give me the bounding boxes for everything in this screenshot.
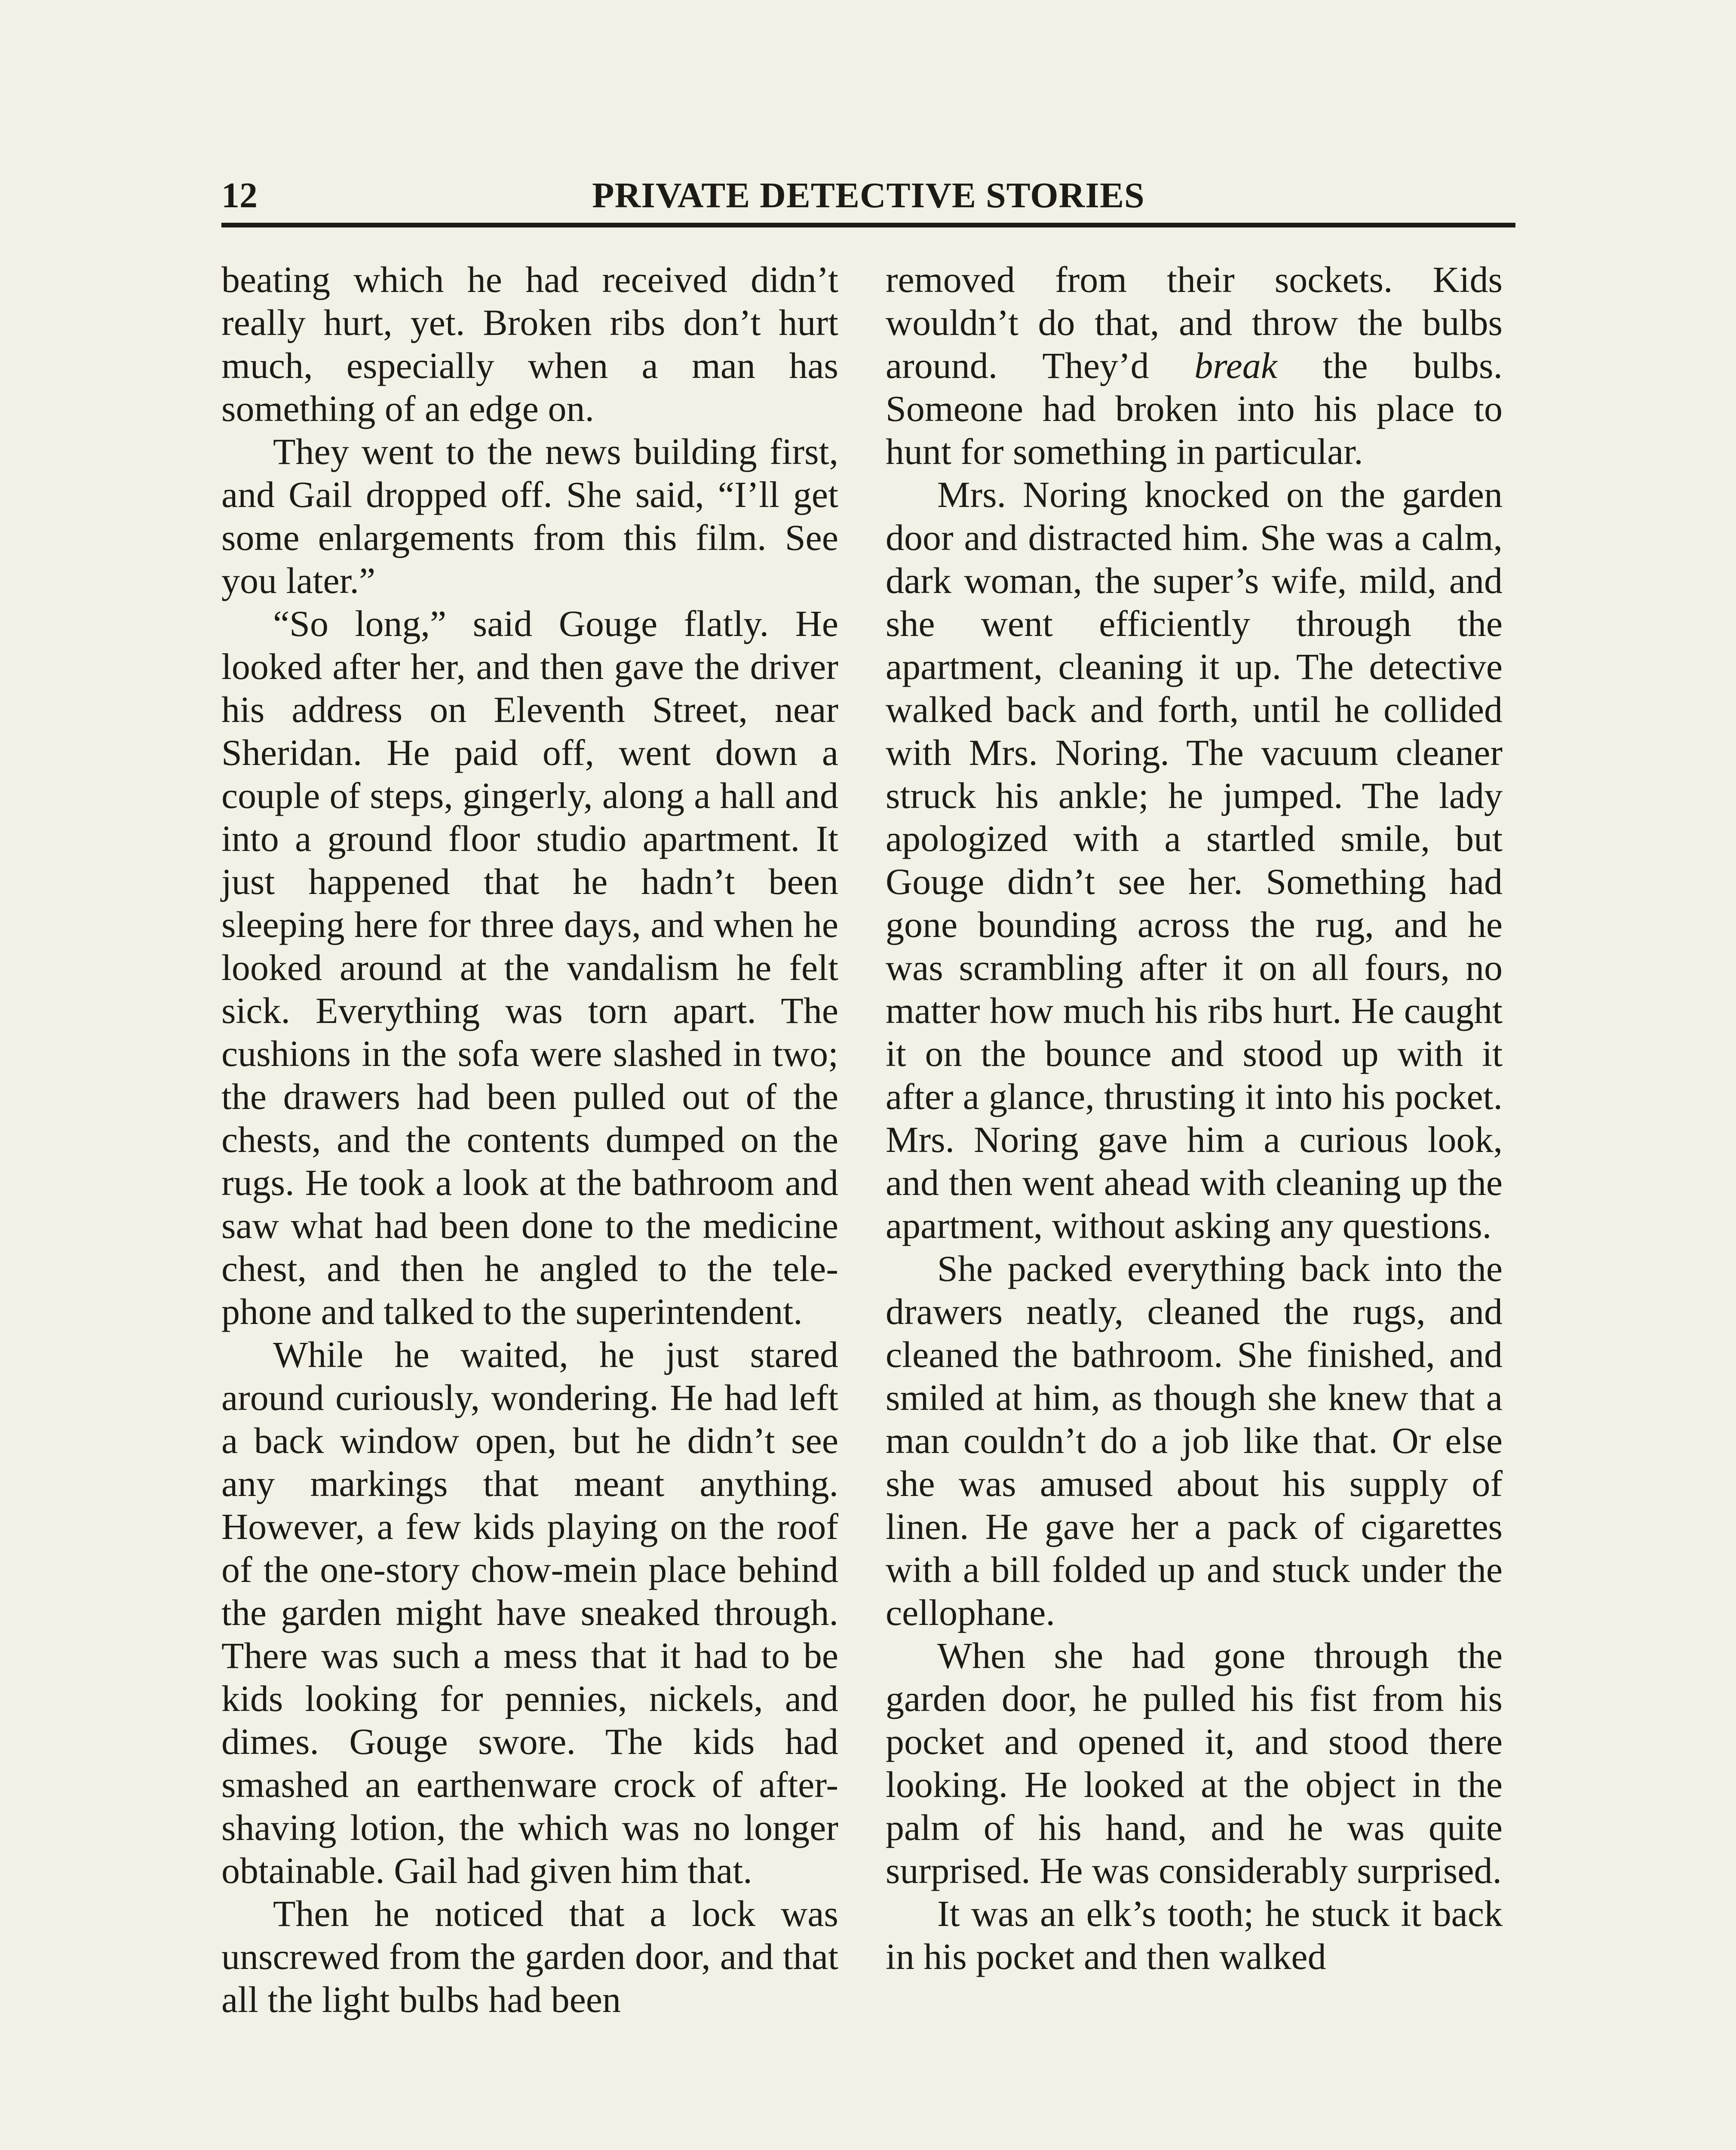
header-rule [221, 223, 1515, 227]
running-title: PRIVATE DETECTIVE STORIES [592, 175, 1145, 215]
emphasis-word: break [1194, 345, 1277, 386]
paragraph: “So long,” said Gouge flatly. He looked after her, and then gave the driver his address on Eleventh Street, near Sheridan. He paid off, went down a couple of steps, gingerly, along a hall and into a ground floor studio apartment. It just happened that he hadn’t been sleeping here for three days, and when he looked around at the vandalism he felt sick. Everything was torn apart. The cushions in the sofa were slashed in two; the drawers had been pulled out of the chests, and the contents dumped on the rugs. He took a look at the bathroom and saw what had been done to the medicine chest, and then he angled to the telephone and talked to the superintendent. [221, 603, 838, 1332]
paragraph [886, 258, 1503, 473]
text-run: the bulbs. Someone had broken into his place to hunt for something in particular. [886, 345, 1503, 472]
paragraph: Then he noticed that a lock was unscrewed from the garden door, and that all the light bulbs had been [221, 1893, 838, 2020]
paragraph: She packed everything back into the drawers neatly, cleaned the rugs, and cleaned the bathroom. She finished, and smiled at him, as though she knew that a man couldn’t do a job like that. Or else she was amused about his supply of linen. He gave her a pack of cigarettes with a bill folded up and stuck under the cellophane. [886, 1248, 1503, 1633]
paragraph: When she had gone through the garden door, he pulled his fist from his pocket and opened it, and stood there looking. He looked at the object in the palm of his hand, and he was quite surprised. He was considerably surprised. [886, 1635, 1503, 1891]
paragraph: While he waited, he just stared around curiously, wondering. He had left a back window open, but he didn’t see any markings that meant anything. However, a few kids playing on the roof of the one-story chow-mein place behind the garden might have sneaked through. There was such a mess that it had to be kids looking for pennies, nickels, and dimes. Gouge swore. The kids had smashed an earthenware crock of after-shaving lotion, the which was no longer obtainable. Gail had given him that. [221, 1334, 838, 1891]
left-column [221, 258, 838, 2021]
paragraph: Mrs. Noring knocked on the garden door and distracted him. She was a calm, dark woman, the super’s wife, mild, and she went efficiently through the apartment, cleaning it up. The detective walked back and forth, until he collided with Mrs. Noring. The vacuum cleaner struck his ankle; he jumped. The lady apologized with a startled smile, but Gouge didn’t see her. Something had gone bounding across the rug, and he was scrambling after it on all fours, no matter how much his ribs hurt. He caught it on the bounce and stood up with it after a glance, thrusting it into his pocket. Mrs. Noring gave him a curious look, and then went ahead with cleaning up the apartment, without asking any questions. [886, 474, 1503, 1246]
paragraph: beating which he had received didn’t really hurt, yet. Broken ribs don’t hurt much, especially when a man has something of an edge on. [221, 259, 838, 429]
text-run: removed from their sockets. Kids wouldn’t do that, and throw the bulbs around. They’d [886, 259, 1503, 386]
paragraph: They went to the news building first, and Gail dropped off. She said, “I’ll get some enlargements from this film. See you later.” [221, 431, 838, 601]
paragraph: It was an elk’s tooth; he stuck it back in his pocket and then walked [886, 1893, 1503, 1977]
page-header [221, 168, 1515, 224]
page-number: 12 [221, 175, 258, 215]
right-column [886, 258, 1503, 1978]
